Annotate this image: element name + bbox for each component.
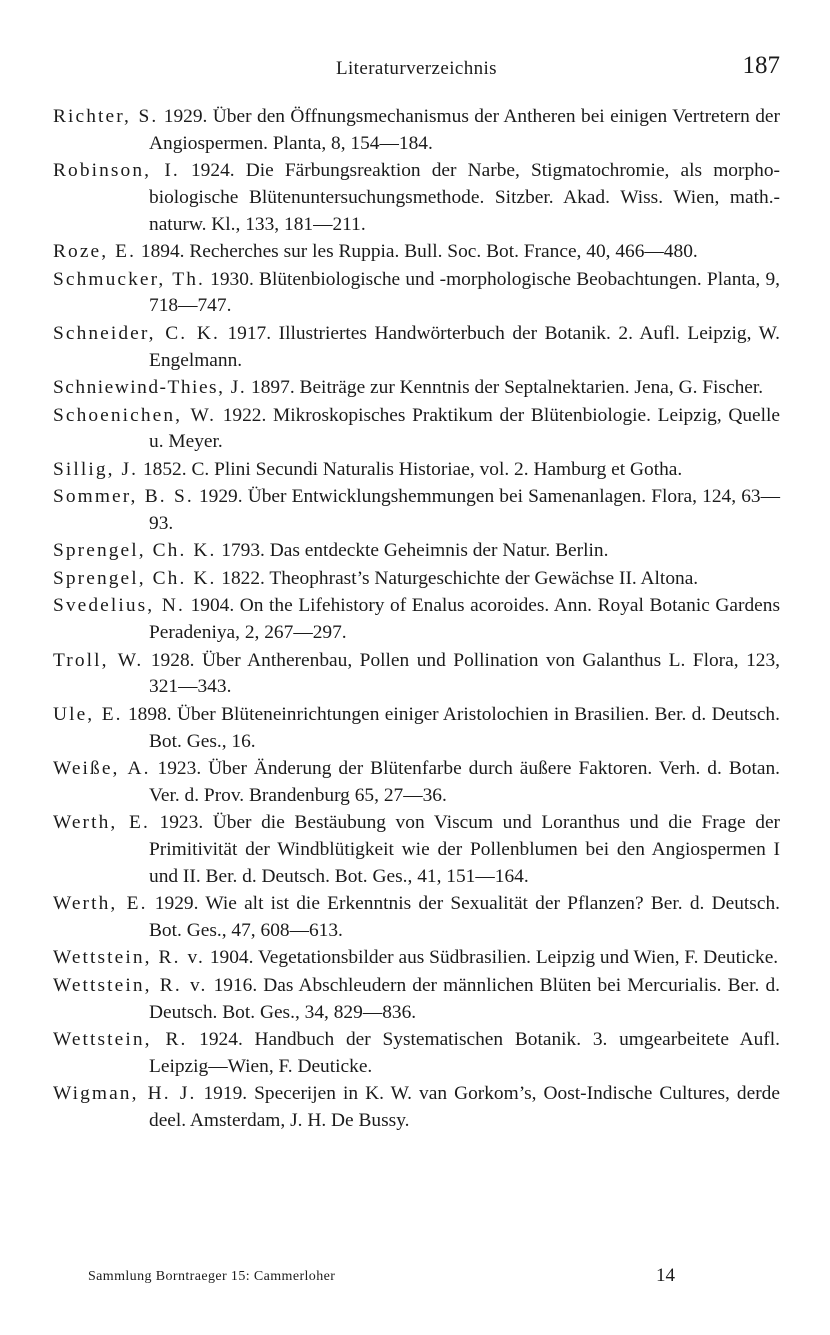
entry-author: Troll, W. — [53, 649, 144, 671]
entry-text: 1822. Theophrast’s Naturgeschichte der Gewächse II. Altona. — [216, 567, 699, 589]
entry-author: Sprengel, Ch. K. — [53, 540, 217, 562]
bibliography-entry — [53, 457, 780, 484]
bibliography-entry — [53, 1081, 780, 1134]
entry-text: 1904. Vegetationsbilder aus Südbrasilien. Leipzig und Wien, F. Deuticke. — [204, 947, 779, 969]
entry-text: 1894. Recherches sur les Ruppia. Bull. Soc. Bot. France, 40, 466—480. — [136, 241, 698, 263]
entry-author: Svedelius, N. — [53, 595, 185, 617]
page-number: 187 — [742, 52, 780, 79]
entry-text: 1924. Die Färbungsreaktion der Narbe, Stigmatochromie, als morpho-biologische Blütenuntersuchungsmethode. Sitzber. Akad. Wiss. Wien, math.-naturw. Kl., 133, 181—211. — [149, 160, 781, 235]
bibliography-entry — [53, 566, 780, 593]
bibliography-entry — [53, 403, 780, 456]
entry-author: Ule, E. — [53, 703, 123, 725]
sheet-signature: 14 — [656, 1265, 675, 1286]
entry-text: 1904. On the Lifehistory of Enalus acoroides. Ann. Royal Botanic Gardens Peradeniya, 2, 267—297. — [149, 595, 781, 644]
running-title: Literaturverzeichnis — [336, 58, 497, 79]
entry-text: 1923. Über die Bestäubung von Viscum und Loranthus und die Frage der Primitivität der Windblütigkeit wie der Pollenblumen bei den Angiospermen I und II. Ber. d. Deutsch. Bot. Ges., 41, 151—164. — [149, 812, 781, 887]
entry-author: Schniewind-Thies, J. — [53, 377, 247, 399]
footer-series-line: Sammlung Borntraeger 15: Cammerloher — [88, 1269, 336, 1284]
entry-author: Schmucker, Th. — [53, 268, 205, 290]
entry-text: 1928. Über Antherenbau, Pollen und Pollination von Galanthus L. Flora, 123, 321—343. — [143, 649, 781, 698]
entry-text: 1919. Specerijen in K. W. van Gorkom’s, Oost-Indische Cultures, derde deel. Amsterdam, J. H. De Bussy. — [149, 1083, 780, 1131]
bibliography-entry — [53, 973, 780, 1026]
bibliography-entry — [53, 702, 780, 755]
entry-text: 1924. Handbuch der Systematischen Botanik. 3. umgearbeitete Aufl. Leipzig—Wien, F. Deuticke. — [149, 1029, 780, 1077]
page-footer — [88, 1265, 688, 1289]
bibliography-entry — [53, 593, 780, 646]
entry-text: 1916. Das Abschleudern der männlichen Blüten bei Mercurialis. Ber. d. Deutsch. Bot. Ges., 34, 829—836. — [149, 974, 780, 1023]
entry-author: Roze, E. — [53, 241, 137, 263]
entry-text: 1917. Illustriertes Handwörterbuch der Botanik. 2. Aufl. Leipzig, W. Engelmann. — [149, 322, 780, 371]
entry-author: Schneider, C. K. — [53, 322, 220, 344]
bibliography-entry — [53, 538, 780, 565]
entry-author: Wigman, H. J. — [53, 1083, 197, 1105]
bibliography-entry — [53, 648, 780, 701]
entry-text: 1923. Über Änderung der Blütenfarbe durch äußere Faktoren. Verh. d. Botan. Ver. d. Prov. Brandenburg 65, 27—36. — [149, 758, 780, 806]
entry-author: Werth, E. — [53, 893, 148, 915]
entry-text: 1898. Über Blüteneinrichtungen einiger Aristolochien in Brasilien. Ber. d. Deutsch. Bot. Ges., 16. — [122, 703, 780, 752]
entry-author: Wettstein, R. v. — [53, 947, 205, 969]
entry-text: 1929. Über Entwicklungshemmungen bei Samenanlagen. Flora, 124, 63—93. — [149, 486, 780, 534]
bibliography-entry — [53, 1027, 780, 1080]
entry-author: Werth, E. — [53, 812, 150, 834]
entry-author: Wettstein, R. v. — [53, 974, 208, 996]
bibliography-list — [53, 104, 780, 1135]
entry-text: 1897. Beiträge zur Kenntnis der Septalnektarien. Jena, G. Fischer. — [246, 377, 764, 399]
bibliography-entry — [53, 158, 780, 238]
bibliography-entry — [53, 375, 780, 402]
entry-author: Richter, S. — [53, 106, 159, 127]
bibliography-entry — [53, 321, 780, 374]
entry-author: Wettstein, R. — [53, 1029, 188, 1051]
bibliography-entry — [53, 810, 780, 890]
page-header — [53, 52, 780, 86]
entry-author: Robinson, I. — [53, 160, 180, 182]
entry-author: Sommer, B. S. — [53, 486, 194, 508]
entry-text: 1922. Mikroskopisches Praktikum der Blütenbiologie. Leipzig, Quelle u. Meyer. — [149, 404, 781, 453]
bibliography-entry — [53, 891, 780, 944]
bibliography-entry — [53, 484, 780, 537]
bibliography-entry — [53, 267, 780, 320]
bibliography-entry — [53, 239, 780, 266]
entry-author: Weiße, A. — [53, 758, 151, 780]
entry-author: Sprengel, Ch. K. — [53, 567, 217, 589]
bibliography-entry — [53, 945, 780, 972]
entry-text: 1852. C. Plini Secundi Naturalis Historiae, vol. 2. Hamburg et Gotha. — [138, 458, 683, 480]
entry-text: 1930. Blütenbiologische und -morphologische Beobachtungen. Planta, 9, 718—747. — [149, 268, 780, 317]
entry-author: Schoenichen, W. — [53, 404, 217, 426]
entry-author: Sillig, J. — [53, 458, 139, 480]
entry-text: 1929. Über den Öffnungsmechanismus der Antheren bei einigen Vertretern der Angiospermen. Planta, 8, 154—184. — [149, 106, 780, 154]
bibliography-entry — [53, 756, 780, 809]
entry-text: 1793. Das entdeckte Geheimnis der Natur. Berlin. — [216, 540, 609, 562]
bibliography-entry — [53, 104, 780, 157]
entry-text: 1929. Wie alt ist die Erkenntnis der Sexualität der Pflanzen? Ber. d. Deutsch. Bot. Ges., 47, 608—613. — [147, 893, 780, 941]
